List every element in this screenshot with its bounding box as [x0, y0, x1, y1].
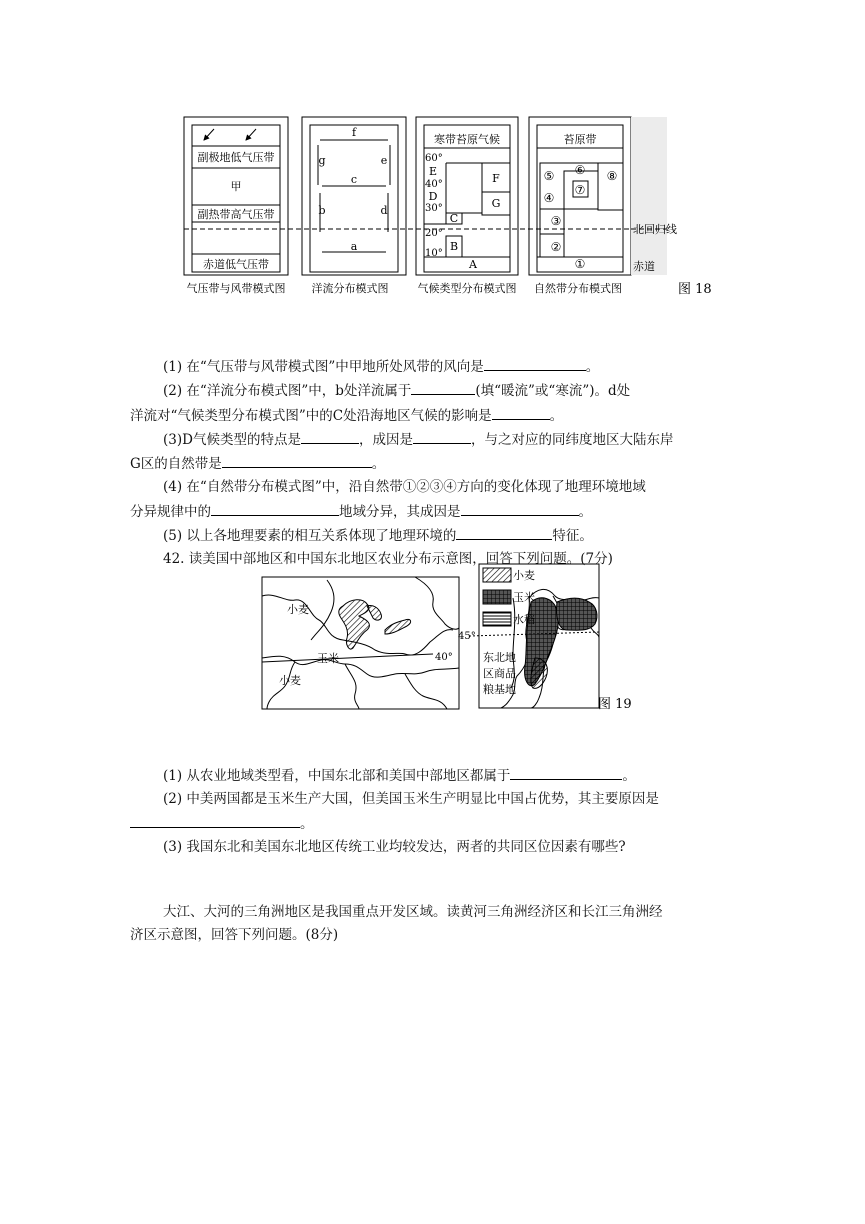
q41-part3a: (3)D气候类型的特点是: [163, 431, 301, 448]
q41-part4a: (4) 在“自然带分布模式图”中，沿自然带①②③④方向的变化体现了地理环境地域: [163, 479, 646, 496]
q41-part5b: 特征。: [552, 528, 593, 545]
q42-part3: (3) 我国东北和美国东北地区传统工业均较发达，两者的共同区位因素有哪些?: [163, 838, 626, 855]
zone-6-label: ⑥: [574, 163, 586, 177]
lat-30-label: 30°: [425, 203, 443, 214]
legend-corn: 玉米: [513, 591, 535, 604]
zone-5-label: ⑤: [543, 169, 555, 183]
lat-20-label: 20°: [425, 228, 443, 239]
lat-60-label: 60°: [425, 153, 443, 164]
figure-19: [255, 558, 645, 718]
zone-3-label: ③: [550, 214, 562, 228]
climate-caption: 气候类型分布模式图: [417, 282, 517, 295]
punct: 。: [622, 768, 636, 784]
answer-blank[interactable]: [484, 355, 586, 371]
punct: 。: [371, 456, 386, 473]
q41-part1: (1) 在“气压带与风带模式图”中甲地所处风带的风向是: [163, 359, 484, 375]
jia-label: 甲: [230, 180, 242, 193]
answer-blank[interactable]: [461, 500, 579, 516]
equator-label: 赤道: [633, 260, 655, 273]
subpolar-low-label: 副极地低气压带: [197, 151, 275, 164]
tropic-label: 北回归线: [633, 223, 677, 236]
current-label-a: a: [350, 240, 358, 253]
q41-part2a: (2) 在“洋流分布模式图”中，b处洋流属于: [163, 383, 412, 400]
punct: 。: [578, 503, 592, 520]
us-wheat-south-label: 小麦: [279, 674, 301, 687]
question-42: [130, 764, 740, 859]
lat-40-label: 40°: [425, 179, 443, 190]
zone-8-label: ⑧: [606, 169, 618, 183]
question-43: [130, 901, 740, 948]
cn-lat-45-label: 45°: [458, 631, 476, 642]
punct: 。: [585, 359, 600, 375]
punct: 。: [549, 407, 564, 424]
equatorial-low-label: 赤道低气压带: [203, 258, 269, 271]
climate-label-F: F: [492, 172, 500, 185]
answer-blank[interactable]: [211, 500, 339, 516]
grain-base-line2: 区商品: [483, 667, 516, 680]
answer-blank[interactable]: [222, 452, 372, 468]
current-label-d: d: [380, 204, 388, 217]
punct: 。: [300, 815, 314, 832]
figure-18-label: 图 18: [678, 282, 712, 297]
climate-label-D: D: [428, 190, 438, 203]
natural-caption: 自然带分布模式图: [534, 282, 622, 295]
wind-arrow-icon: [246, 129, 256, 140]
current-label-c: c: [350, 173, 358, 186]
answer-blank[interactable]: [411, 379, 475, 395]
legend-wheat: 小麦: [513, 569, 535, 582]
zone-4-label: ④: [543, 191, 555, 205]
current-label-g: g: [318, 154, 326, 167]
figure-19-label: 图 19: [598, 697, 632, 712]
zone-2-label: ②: [550, 240, 562, 254]
lat-10-label: 10°: [425, 248, 443, 259]
climate-label-A: A: [469, 258, 477, 271]
answer-blank[interactable]: [492, 404, 550, 420]
q41-part2c: 洋流对“气候类型分布模式图”中的C处沿海地区气候的影响是: [130, 407, 492, 424]
pressure-caption: 气压带与风带模式图: [186, 282, 286, 295]
q43-line1: 大江、大河的三角洲地区是我国重点开发区域。读黄河三角洲经济区和长江三角洲经: [163, 904, 663, 920]
answer-blank[interactable]: [456, 524, 552, 540]
us-lat-40-label: 40°: [435, 652, 453, 663]
answer-blank[interactable]: [510, 764, 622, 780]
tundra-zone-label: 苔原带: [563, 133, 597, 146]
q42-part1: (1) 从农业地域类型看，中国东北部和美国中部地区都属于: [163, 768, 511, 784]
us-corn-label: 玉米: [317, 652, 339, 665]
current-label-b: b: [318, 204, 326, 217]
answer-blank[interactable]: [130, 812, 300, 828]
q41-part4b: 分异规律中的: [130, 503, 211, 520]
q42-title: 42. 读美国中部地区和中国东北地区农业分布示意图，回答下列问题。(7分): [163, 551, 613, 568]
q41-part3d: G区的自然带是: [130, 456, 222, 473]
q41-part4c: 地域分异，其成因是: [339, 503, 461, 520]
grain-base-line3: 粮基地: [483, 683, 516, 696]
climate-label-E: E: [428, 165, 438, 178]
zone-7-label: ⑦: [574, 183, 586, 197]
legend-rice: 水稻: [513, 613, 535, 626]
tundra-climate-label: 寒带苔原气候: [434, 133, 500, 146]
zone-1-label: ①: [574, 257, 586, 271]
current-label-e: e: [380, 154, 388, 167]
wind-arrow-icon: [204, 129, 214, 140]
current-label-f: f: [351, 126, 357, 139]
subtropical-high-label: 副热带高气压带: [197, 208, 275, 221]
question-41: [130, 355, 740, 572]
grain-base-line1: 东北地: [483, 651, 516, 664]
q43-line2: 济区示意图，回答下列问题。(8分): [130, 927, 339, 944]
q42-part2: (2) 中美两国都是玉米生产大国，但美国玉米生产明显比中国占优势，其主要原因是: [163, 791, 659, 808]
climate-label-C: C: [449, 212, 459, 225]
q41-part2b: (填“暖流”或“寒流”)。d处: [475, 383, 631, 400]
pressure-belt-diagram: [184, 117, 288, 275]
answer-blank[interactable]: [301, 428, 359, 444]
current-caption: 洋流分布模式图: [311, 282, 389, 295]
answer-blank[interactable]: [413, 428, 471, 444]
figure-18: [0, 0, 865, 320]
climate-label-B: B: [449, 240, 459, 253]
q41-part5a: (5) 以上各地理要素的相互关系体现了地理环境的: [163, 528, 457, 545]
climate-label-G: G: [491, 197, 501, 210]
us-wheat-north-label: 小麦: [287, 603, 309, 616]
q41-part3c: ，与之对应的同纬度地区大陆东岸: [470, 431, 674, 448]
q41-part3b: ，成因是: [358, 431, 413, 448]
